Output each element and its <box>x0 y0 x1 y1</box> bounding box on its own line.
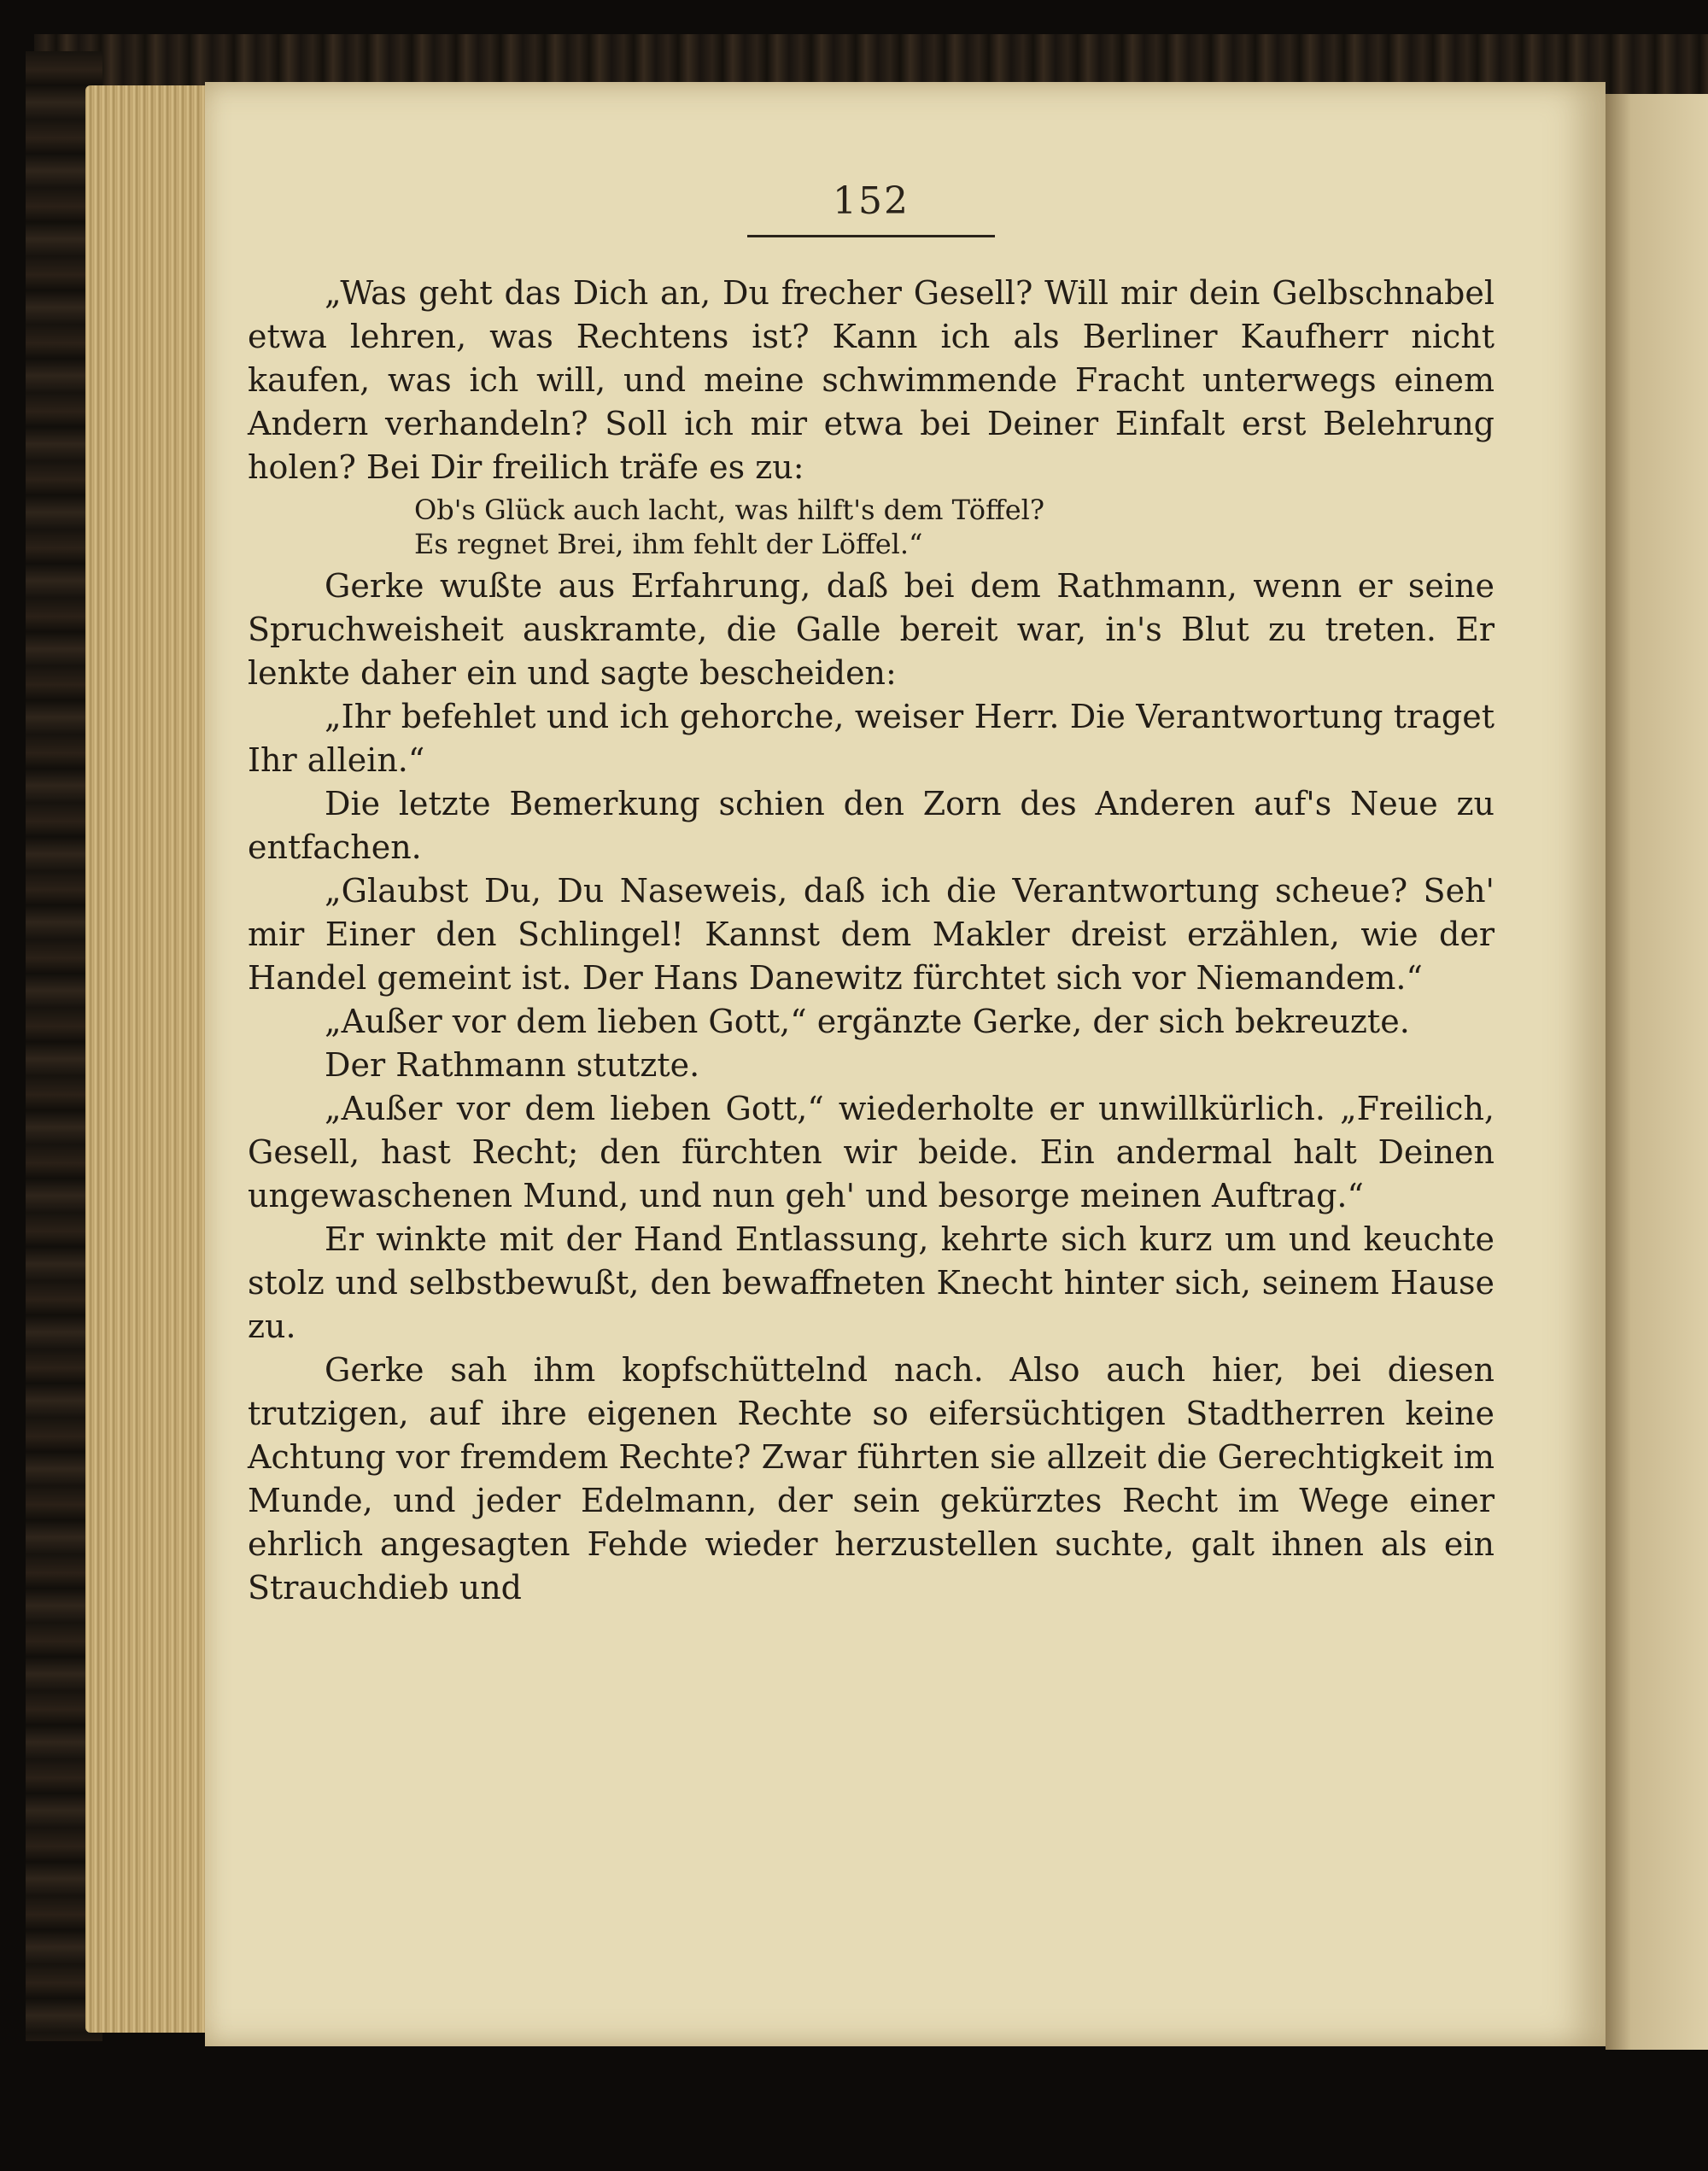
paragraph-8: „Außer vor dem lieben Gott,“ wiederholte er unwillkürlich. „Freilich, Gesell, hast Recht; den fürchten wir beide. Ein andermal halt Deinen ungewaschenen Mund, und nun geh' und besorge meinen Auftrag.“ <box>248 1090 1494 1214</box>
page-number: 152 <box>833 179 910 223</box>
paragraph-10: Gerke sah ihm kopfschüttelnd nach. Also auch hier, bei diesen trutzigen, auf ihre eigenen Rechte so eifersüchtigen Stadtherren keine Achtung vor fremdem Rechte? Zwar führten sie allzeit die Gerechtigkeit im Munde, und jeder Edelmann, der sein gekürztes Recht im Wege einer ehrlich angesagten Fehde wieder herzustellen suchte, galt ihnen als ein Strauchdieb und <box>248 1351 1494 1606</box>
paragraph-6: „Außer vor dem lieben Gott,“ ergänzte Gerke, der sich bekreuzte. <box>325 1003 1410 1040</box>
verse-line-1: Ob's Glück auch lacht, was hilft's dem Töffel? <box>414 494 1045 526</box>
verse-line-2: Es regnet Brei, ihm fehlt der Löffel.“ <box>414 528 923 560</box>
paragraph-7: Der Rathmann stutzte. <box>325 1046 700 1084</box>
paragraph-1: „Was geht das Dich an, Du frecher Gesell? Will mir dein Gelbschnabel etwa lehren, was Rechtens ist? Kann ich als Berliner Kaufherr nicht kaufen, was ich will, und meine schwimmende Fracht unterwegs einem Andern verhandeln? Soll ich mir etwa bei Deiner Einfalt erst Belehrung holen? Bei Dir freilich träfe es zu: <box>248 274 1494 486</box>
facing-page-edge <box>1606 94 1708 2050</box>
verse-block <box>414 493 1494 561</box>
page-content <box>248 179 1494 1610</box>
paragraph-4: Die letzte Bemerkung schien den Zorn des Anderen auf's Neue zu entfachen. <box>248 785 1494 866</box>
paragraph-5: „Glaubst Du, Du Naseweis, daß ich die Verantwortung scheue? Seh' mir Einer den Schlingel! Kannst dem Makler dreist erzählen, wie der Handel gemeint ist. Der Hans Danewitz fürchtet sich vor Niemandem.“ <box>248 872 1494 997</box>
paragraph-9: Er winkte mit der Hand Entlassung, kehrte sich kurz um und keuchte stolz und selbstbewußt, den bewaffneten Knecht hinter sich, seinem Hause zu. <box>248 1220 1494 1345</box>
header-rule <box>747 235 995 237</box>
body-text <box>248 272 1494 1610</box>
paragraph-2: Gerke wußte aus Erfahrung, daß bei dem Rathmann, wenn er seine Spruchweisheit auskramte, die Galle bereit war, in's Blut zu treten. Er lenkte daher ein und sagte bescheiden: <box>248 567 1494 692</box>
page-block-edges <box>85 85 214 2033</box>
paragraph-3: „Ihr befehlet und ich gehorche, weiser Herr. Die Verantwortung traget Ihr allein.“ <box>248 698 1494 779</box>
